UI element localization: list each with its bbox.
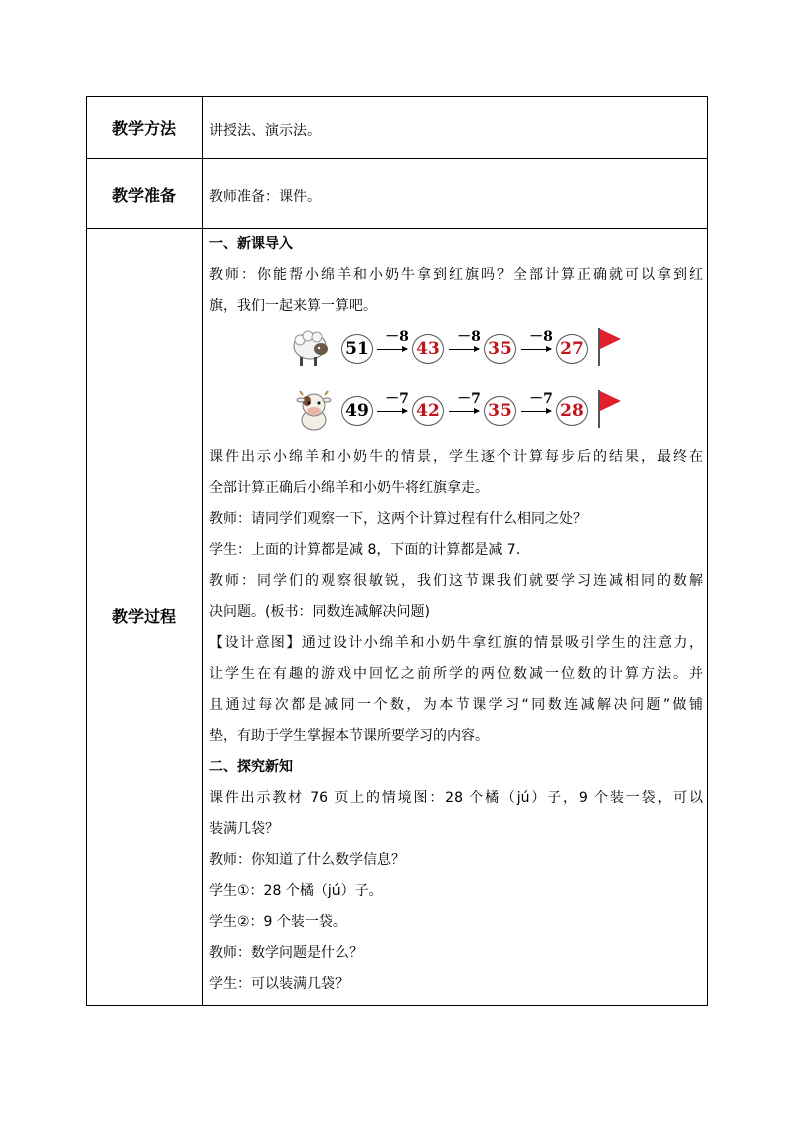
subtract-label: －8 (457, 329, 481, 345)
answer-circle: 27 (556, 334, 588, 364)
section-heading: 二、探究新知 (209, 759, 293, 775)
paragraph-line: 【设计意图】通过设计小绵羊和小奶牛拿红旗的情景吸引学生的注意力， (209, 635, 703, 651)
arrow (377, 349, 407, 350)
red-flag-icon (595, 326, 623, 368)
paragraph-line: 教师：你能帮小绵羊和小奶牛拿到红旗吗？全部计算正确就可以拿到红 (209, 267, 703, 283)
section-heading: 一、新课导入 (209, 236, 293, 252)
prep-value: 教师准备：课件。 (209, 189, 321, 205)
answer-circle: 43 (412, 334, 444, 364)
paragraph-line: 垫，有助于学生掌握本节课所要学习的内容。 (209, 728, 489, 744)
paragraph-line: 教师：你知道了什么数学信息？ (209, 852, 405, 868)
arrow (449, 411, 479, 412)
cow-chain (209, 384, 703, 440)
paragraph-line: 教师：数学问题是什么？ (209, 945, 363, 961)
answer-circle: 35 (484, 396, 516, 426)
paragraph-line: 教师：同学们的观察很敏锐，我们这节课我们就要学习连减相同的数解 (209, 573, 703, 589)
sheep-chain (209, 322, 703, 378)
number-circle: 49 (341, 396, 373, 426)
sheep-icon (288, 326, 332, 370)
prep-label: 教学准备 (111, 186, 176, 205)
subtract-label: －8 (385, 329, 409, 345)
paragraph-line: 学生：可以装满几袋？ (209, 976, 349, 992)
answer-circle: 42 (412, 396, 444, 426)
paragraph-line: 旗，我们一起来算一算吧。 (209, 298, 377, 314)
process-content (209, 229, 703, 1000)
method-value: 讲授法、演示法。 (209, 123, 321, 139)
cow-icon (292, 388, 336, 432)
red-flag-icon (595, 388, 623, 430)
method-label: 教学方法 (111, 119, 176, 138)
arrow (521, 411, 551, 412)
paragraph-line: 且通过每次都是减同一个数，为本节课学习“同数连减解决问题”做铺 (209, 697, 703, 713)
paragraph-line: 学生②：9 个装一袋。 (209, 914, 347, 930)
answer-circle: 28 (556, 396, 588, 426)
answer-circle: 35 (484, 334, 516, 364)
paragraph-line: 让学生在有趣的游戏中回忆之前所学的两位数减一位数的计算方法。并 (209, 666, 703, 682)
paragraph-line: 课件出示小绵羊和小奶牛的情景，学生逐个计算每步后的结果，最终在 (209, 449, 703, 465)
subtract-label: －7 (457, 391, 481, 407)
paragraph-line: 学生：上面的计算都是减 8，下面的计算都是减 7. (209, 542, 521, 558)
lesson-plan-table (86, 96, 708, 1006)
calc-chain-figure (209, 322, 703, 442)
paragraph-line: 装满几袋？ (209, 821, 279, 837)
paragraph-line: 决问题。(板书：同数连减解决问题) (209, 604, 430, 620)
arrow (449, 349, 479, 350)
subtract-label: －7 (529, 391, 553, 407)
paragraph-line: 全部计算正确后小绵羊和小奶牛将红旗拿走。 (209, 480, 489, 496)
process-label: 教学过程 (111, 607, 176, 626)
column-divider (202, 96, 203, 1006)
number-circle: 51 (341, 334, 373, 364)
paragraph-line: 学生①：28 个橘（jú）子。 (209, 883, 383, 899)
subtract-label: －7 (385, 391, 409, 407)
arrow (521, 349, 551, 350)
paragraph-line: 教师：请同学们观察一下，这两个计算过程有什么相同之处？ (209, 511, 587, 527)
subtract-label: －8 (529, 329, 553, 345)
arrow (377, 411, 407, 412)
paragraph-line: 课件出示教材 76 页上的情境图：28 个橘（jú）子，9 个装一袋，可以 (209, 790, 703, 806)
row-divider (86, 158, 708, 159)
